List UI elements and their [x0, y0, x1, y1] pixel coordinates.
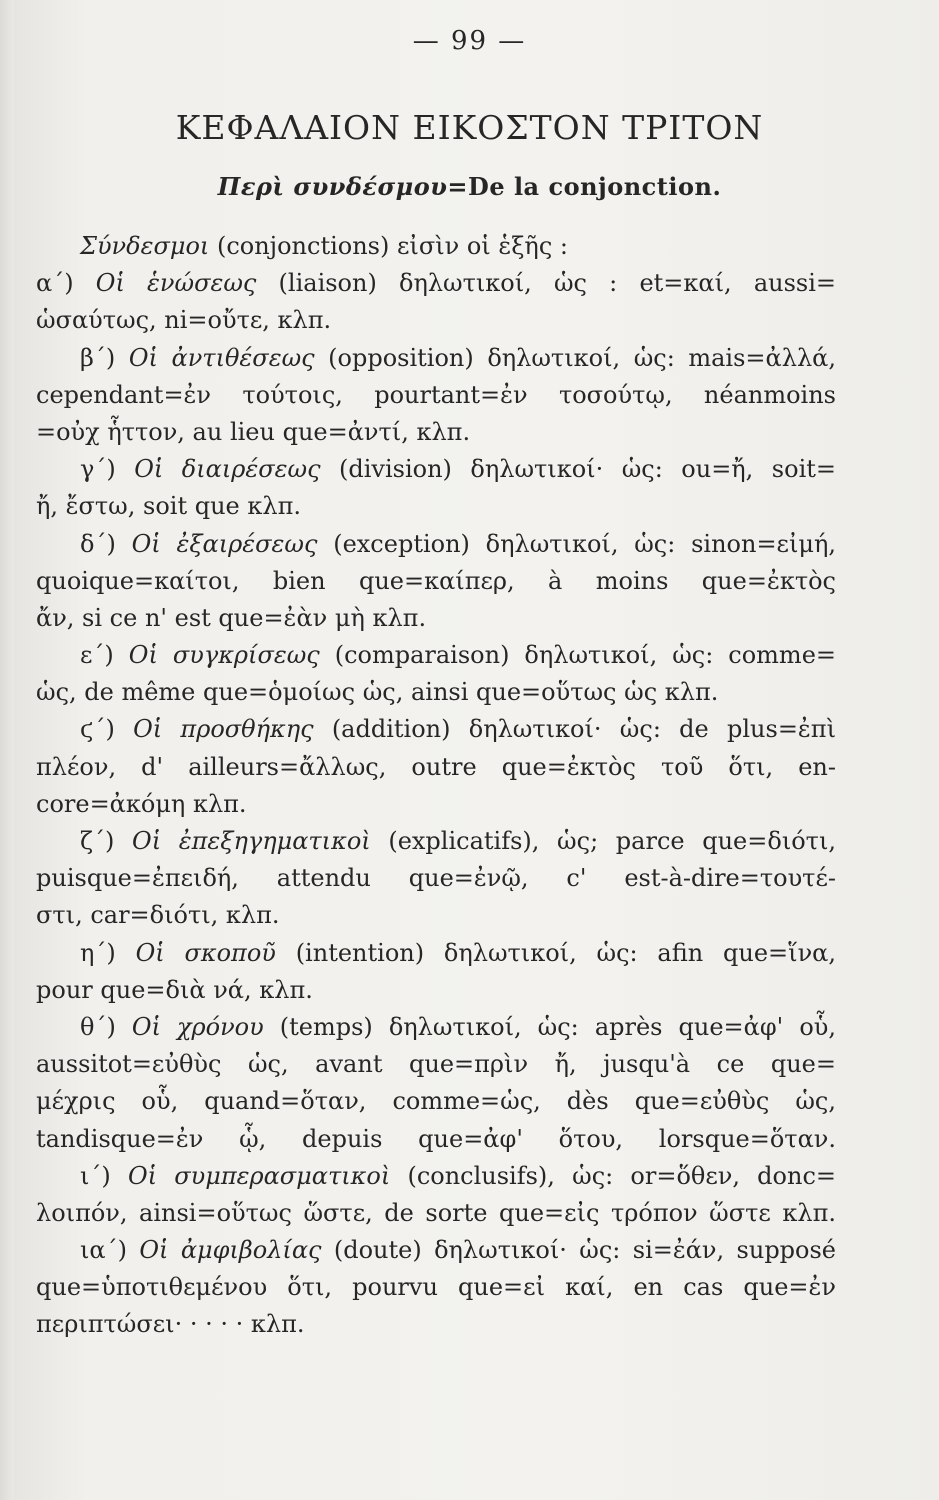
text-line: [36, 674, 836, 711]
line-text: (conjonctions) εἰσὶν οἱ ἑξῆς :: [209, 232, 568, 260]
line-text: ε´): [80, 641, 129, 670]
line-text: ϛ´): [80, 715, 134, 744]
text-line: [36, 786, 836, 823]
line-text: η´): [80, 938, 136, 967]
line-text: (exception) δηλωτικοί, ὡς: sinon=εἰμή,: [317, 529, 836, 558]
text-line: [36, 1009, 836, 1046]
category-term: Οἱ σκοποῦ: [135, 938, 276, 967]
line-text: (addition) δηλωτικοί· ὡς: de plus=ἐπὶ: [313, 715, 836, 744]
category-term: Οἱ ἀμφιβολίας: [139, 1236, 322, 1265]
line-text: δ´): [80, 529, 132, 558]
category-term: Οἱ ἀντιθέσεως: [128, 343, 315, 372]
line-text: (liaison) δηλωτικοί, ὡς : et=καί, aussi=: [256, 269, 836, 298]
text-line: [36, 228, 836, 265]
line-text: (explicatifs), ὡς; parce que=διότι,: [370, 827, 836, 855]
category-term: Οἱ συγκρίσεως: [128, 641, 320, 670]
line-text: pour que=διὰ νά, κλπ.: [36, 975, 313, 1004]
category-term: Οἱ χρόνου: [131, 1012, 264, 1041]
line-text: πλέον, d' ailleurs=ἄλλως, outre que=ἐκτὸς τοῦ ὅτι, en-: [36, 752, 836, 781]
line-text: ὡσαύτως, ni=οὔτε, κλπ.: [36, 306, 332, 335]
line-text: cependant=ἐν τούτοις, pourtant=ἐν τοσούτῳ, néanmoins: [36, 380, 836, 409]
body-text: [36, 228, 836, 1344]
line-text: (conclusifs), ὡς: or=ὅθεν, donc=: [390, 1161, 836, 1190]
text-line: [36, 451, 836, 488]
category-term: Οἱ διαιρέσεως: [134, 455, 321, 484]
text-line: [36, 1046, 836, 1083]
line-text: tandisque=ἐν ᾧ, depuis que=ἀφ' ὅτου, lorsque=ὅταν.: [36, 1124, 836, 1153]
subtitle-separator: =: [447, 172, 468, 201]
text-line: [36, 1306, 836, 1343]
text-line: [36, 1195, 836, 1232]
text-line: [36, 488, 836, 525]
line-text: (opposition) δηλωτικοί, ὡς: mais=ἀλλά,: [314, 343, 836, 372]
text-line: [36, 637, 836, 674]
line-text: θ´): [80, 1012, 132, 1041]
category-term: Οἱ ἐξαιρέσεως: [131, 529, 318, 558]
text-line: [36, 377, 836, 414]
page-number: — 99 —: [412, 26, 527, 56]
line-text: aussitot=εὐθὺς ὡς, avant que=πρὶν ἤ, jusqu'à ce que=: [36, 1050, 836, 1079]
line-text: λοιπόν, ainsi=οὕτως ὥστε, de sorte que=εἰς τρόπον ὥστε κλπ.: [36, 1198, 836, 1227]
line-text: ζ´): [80, 827, 133, 855]
text-line: [36, 414, 836, 451]
text-line: [36, 526, 836, 563]
line-text: γ´): [80, 455, 135, 484]
line-text: περιπτώσει· · · · · κλπ.: [36, 1310, 305, 1339]
text-line: [36, 972, 836, 1009]
text-line: [36, 935, 836, 972]
category-term: Οἱ ἐπεξηγηματικοὶ: [132, 827, 371, 855]
text-line: [36, 1083, 836, 1120]
category-term: Οἱ ἑνώσεως: [95, 269, 257, 298]
line-text: ια´): [80, 1236, 140, 1265]
line-text: (doute) δηλωτικοί· ὡς: si=ἐάν, supposé: [321, 1236, 836, 1265]
line-text: core=ἀκόμη κλπ.: [36, 789, 247, 818]
category-term: Οἱ συμπερασματικοὶ: [127, 1161, 391, 1190]
line-text: α´): [36, 269, 96, 298]
text-line: [36, 749, 836, 786]
line-text: (temps) δηλωτικοί, ὡς: après que=ἀφ' οὗ,: [263, 1012, 836, 1041]
line-text: (division) δηλωτικοί· ὡς: ou=ἤ, soit=: [320, 455, 836, 484]
line-text: (intention) δηλωτικοί, ὡς: afin que=ἵνα,: [275, 938, 836, 967]
chapter-title: ΚΕΦΑΛΑΙΟΝ ΕΙΚΟΣΤΟΝ ΤΡΙΤΟΝ: [175, 108, 764, 147]
subtitle-french: De la conjonction.: [468, 172, 722, 201]
line-text: quoique=καίτοι, bien que=καίπερ, à moins que=ἐκτὸς: [36, 566, 836, 595]
line-text: ἤ, ἔστω, soit que κλπ.: [36, 492, 301, 521]
line-text: (comparaison) δηλωτικοί, ὡς: comme=: [319, 641, 836, 670]
subtitle-greek: Περὶ συνδέσμου: [217, 172, 448, 201]
line-text: puisque=ἐπειδή, attendu que=ἐνῷ, c' est-à-dire=τουτέ-: [36, 864, 836, 893]
text-line: [36, 302, 836, 339]
text-line: [36, 897, 836, 934]
text-line: [36, 563, 836, 600]
text-line: [36, 600, 836, 637]
text-line: [36, 340, 836, 377]
text-line: [36, 1232, 836, 1269]
text-line: [36, 265, 836, 302]
line-text: ι´): [80, 1161, 128, 1190]
text-line: [36, 1158, 836, 1195]
text-line: [36, 823, 836, 860]
text-line: [36, 711, 836, 748]
line-text: =οὐχ ἧττον, au lieu que=ἀντί, κλπ.: [36, 417, 471, 446]
section-subtitle: [0, 172, 939, 201]
line-text: μέχρις οὗ, quand=ὅταν, comme=ὡς, dès que=εὐθὺς ὡς,: [36, 1087, 836, 1116]
line-text: στι, car=διότι, κλπ.: [36, 901, 280, 930]
line-text: ἄν, si ce n' est que=ἐὰν μὴ κλπ.: [36, 603, 427, 632]
category-term: Οἱ προσθήκης: [133, 715, 314, 744]
page-gutter: [0, 0, 15, 1500]
line-text: que=ὑποτιθεμένου ὅτι, pourvu que=εἰ καί, en cas que=ἐν: [36, 1273, 836, 1302]
text-line: [36, 860, 836, 897]
text-line: [36, 1121, 836, 1158]
line-text: ὡς, de même que=ὁμοίως ὡς, ainsi que=οὕτως ὡς κλπ.: [36, 678, 719, 707]
text-line: [36, 1269, 836, 1306]
category-term: Σύνδεσμοι: [80, 232, 210, 260]
line-text: β´): [80, 343, 129, 372]
